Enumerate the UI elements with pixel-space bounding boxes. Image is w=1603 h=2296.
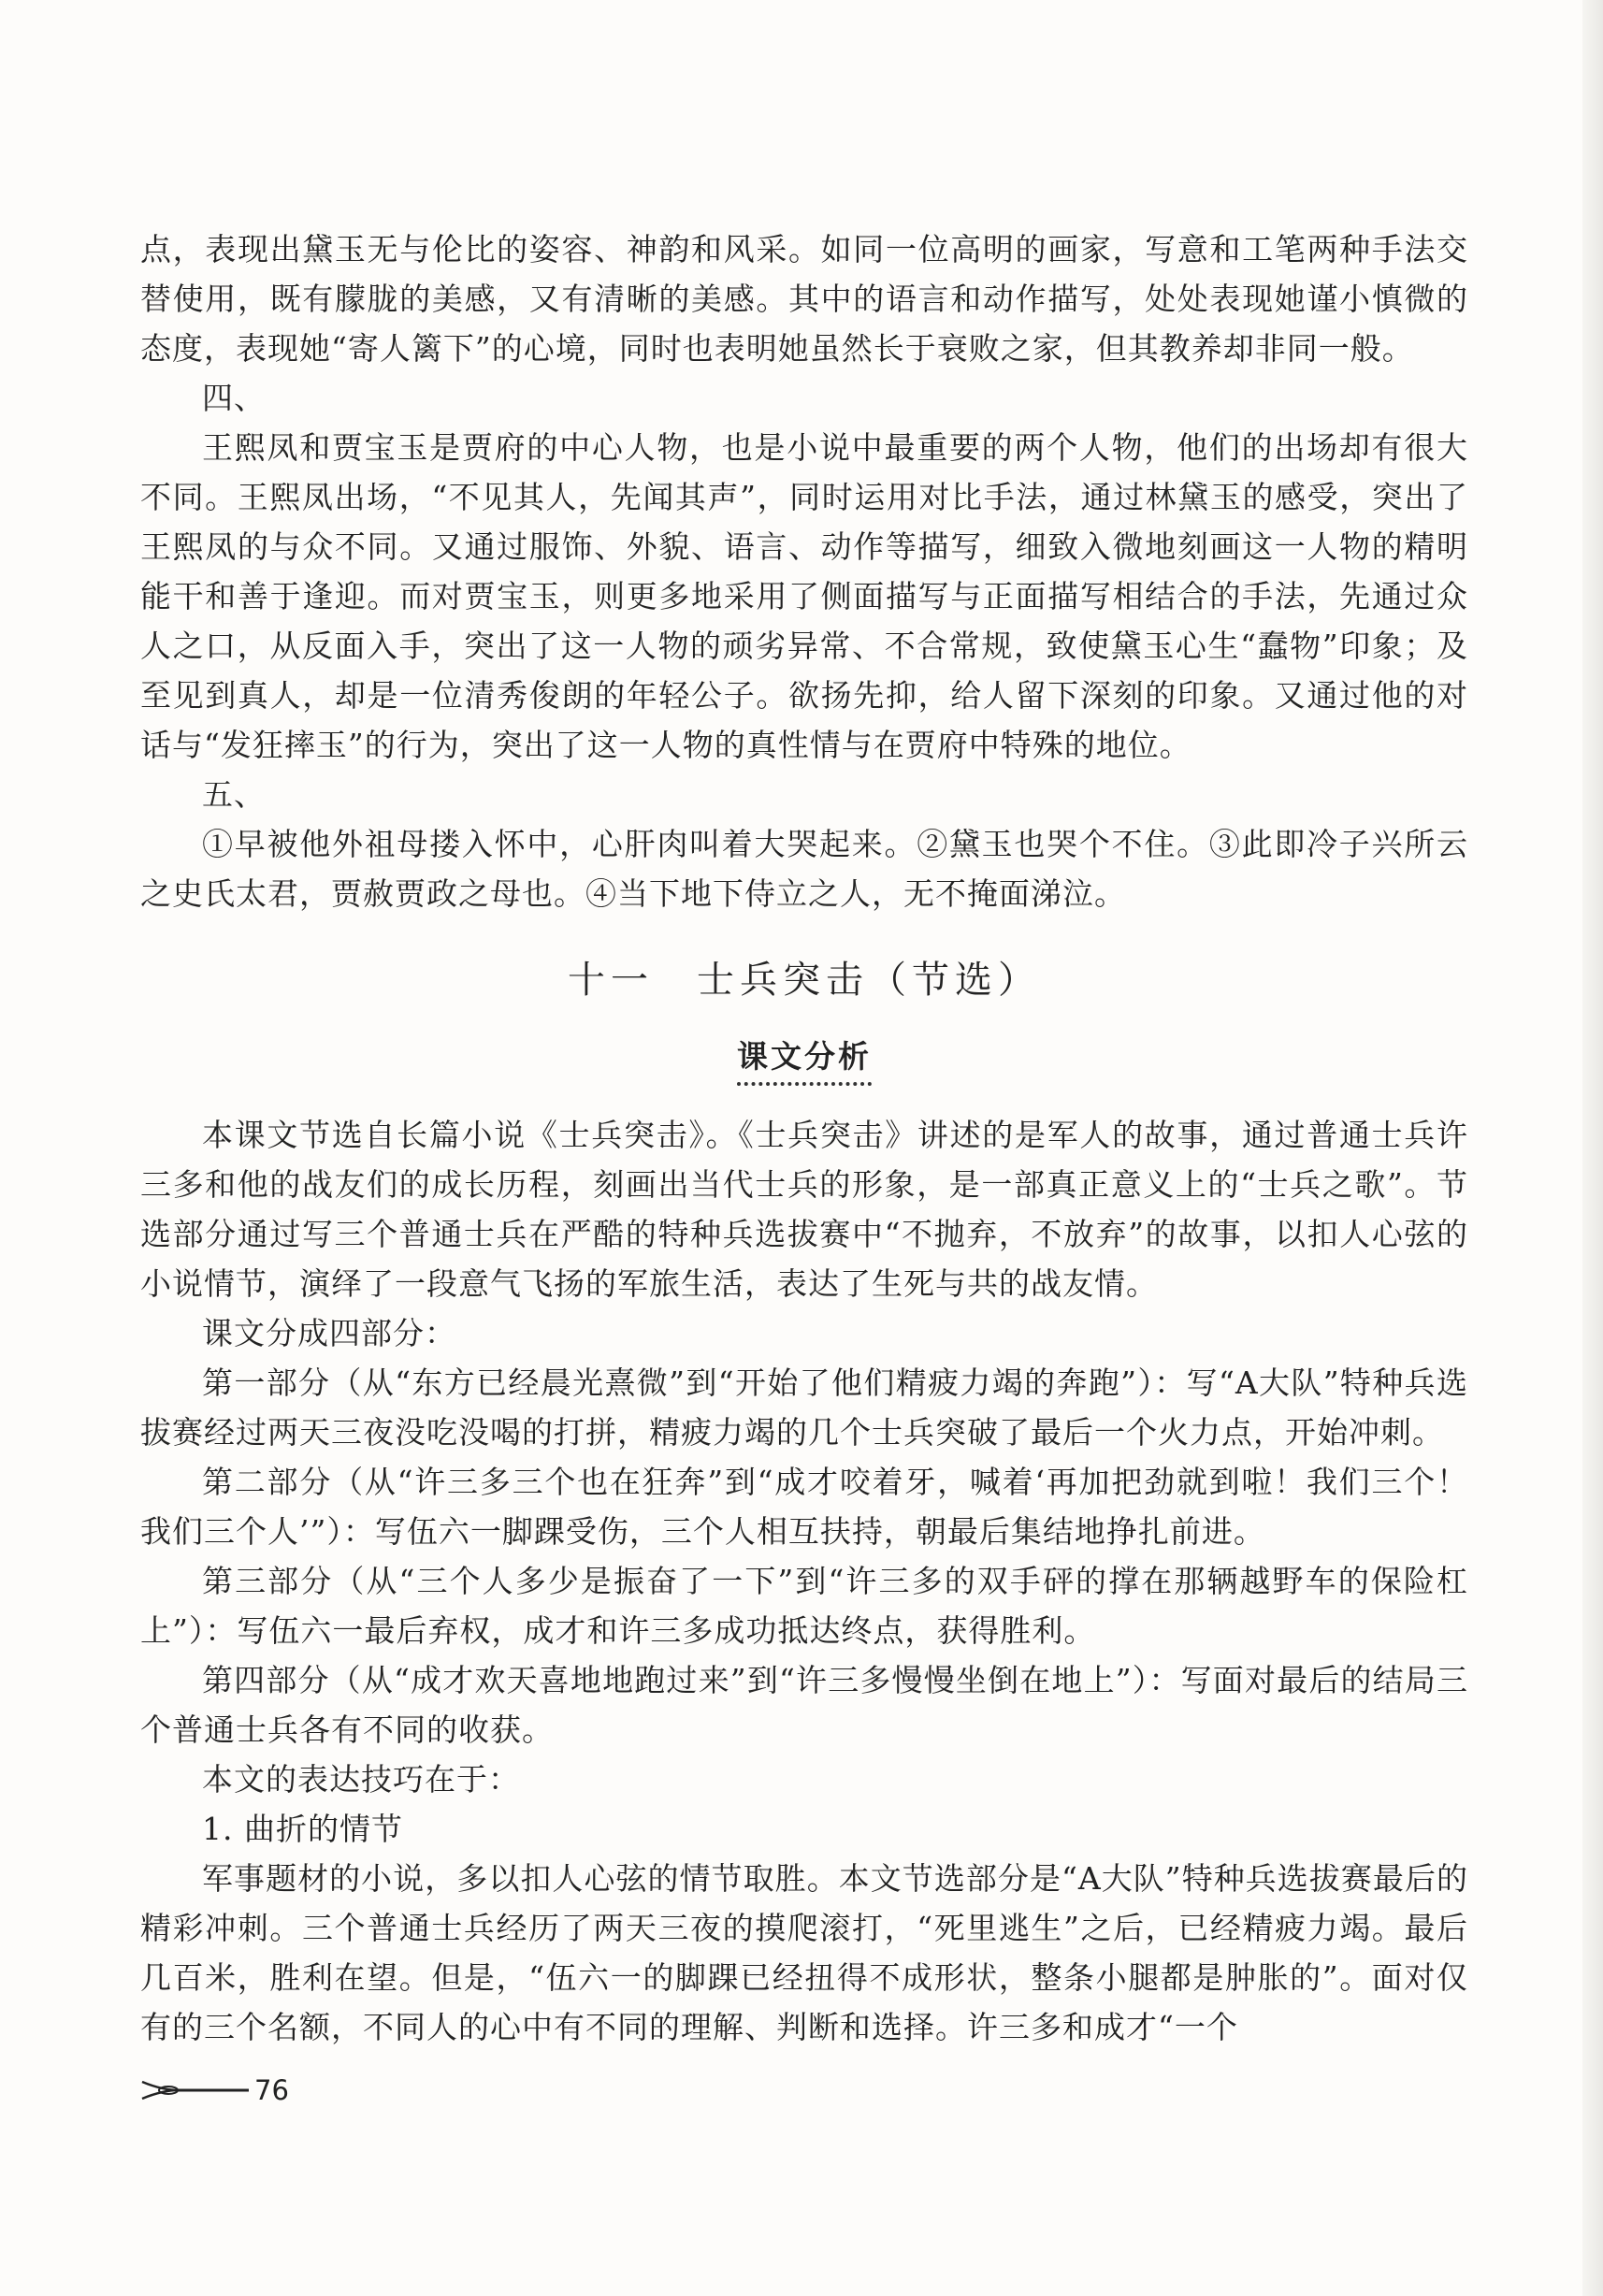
lesson-subheading: 课文分析: [737, 1032, 872, 1086]
techniques-intro: 本文的表达技巧在于：: [202, 1761, 520, 1798]
page-ornament-icon: [140, 2076, 251, 2104]
section-5-text: ①早被他外祖母搂入怀中，心肝肉叫着大哭起来。②黛玉也哭个不住。③此即冷子兴所云之史氏太君，贾赦贾政之母也。④当下地下侍立之人，无不掩面涕泣。: [140, 826, 1468, 912]
part-1: 第一部分（从“东方已经晨光熹微”到“开始了他们精疲力竭的奔跑”）：写“A大队”特种兵选拔赛经过两天三夜没吃没喝的打拼，精疲力竭的几个士兵突破了最后一个火力点，开始冲刺。: [140, 1365, 1468, 1451]
part-2: 第二部分（从“许三多三个也在狂奔”到“成才咬着牙，喊着‘再加把劲就到啦！我们三个！我们三个人’”）：写伍六一脚踝受伤，三个人相互扶持，朝最后集结地挣扎前进。: [140, 1464, 1468, 1550]
lesson-intro: 本课文节选自长篇小说《士兵突击》。《士兵突击》讲述的是军人的故事，通过普通士兵许三多和他的战友们的成长历程，刻画出当代士兵的形象，是一部真正意义上的“士兵之歌”。节选部分通过写三个普通士兵在严酷的特种兵选拔赛中“不抛弃，不放弃”的故事，以扣人心弦的小说情节，演绎了一段意气飞扬的军旅生活，表达了生死与共的战友情。: [140, 1117, 1468, 1302]
section-continuation: 点，表现出黛玉无与伦比的姿容、神韵和风采。如同一位高明的画家，写意和工笔两种手法交替使用，既有朦胧的美感，又有清晰的美感。其中的语言和动作描写，处处表现她谨小慎微的态度，表现她“寄人篱下”的心境，同时也表明她虽然长于衰败之家，但其教养却非同一般。: [140, 231, 1468, 367]
section-4-heading: 四、: [202, 380, 266, 416]
technique-1-text: 军事题材的小说，多以扣人心弦的情节取胜。本文节选部分是“A大队”特种兵选拔赛最后的精彩冲刺。三个普通士兵经历了两天三夜的摸爬滚打，“死里逃生”之后，已经精疲力竭。最后几百米，胜利在望。但是，“伍六一的脚踝已经扭得不成形状，整条小腿都是肿胀的”。面对仅有的三个名额，不同人的心中有不同的理解、判断和选择。许三多和成才“一个: [140, 1860, 1468, 2045]
subheading-wrapper: [140, 1032, 1468, 1086]
page-footer: [140, 2074, 289, 2106]
section-5-heading: 五、: [202, 776, 266, 813]
page-content: [140, 224, 1468, 2052]
section-4-text: 王熙凤和贾宝玉是贾府的中心人物，也是小说中最重要的两个人物，他们的出场却有很大不同。王熙凤出场，“不见其人，先闻其声”，同时运用对比手法，通过林黛玉的感受，突出了王熙凤的与众不同。又通过服饰、外貌、语言、动作等描写，细致入微地刻画这一人物的精明能干和善于逢迎。而对贾宝玉，则更多地采用了侧面描写与正面描写相结合的手法，先通过众人之口，从反面入手，突出了这一人物的顽劣异常、不合常规，致使黛玉心生“蠢物”印象；及至见到真人，却是一位清秀俊朗的年轻公子。欲扬先抑，给人留下深刻的印象。又通过他的对话与“发狂摔玉”的行为，突出了这一人物的真性情与在贾府中特殊的地位。: [140, 429, 1468, 763]
part-4: 第四部分（从“成才欢天喜地地跑过来”到“许三多慢慢坐倒在地上”）：写面对最后的结局三个普通士兵各有不同的收获。: [140, 1662, 1468, 1748]
parts-intro: 课文分成四部分：: [202, 1315, 456, 1351]
technique-1-heading: 1. 曲折的情节: [202, 1811, 403, 1847]
lesson-title: 十一 士兵突击（节选）: [568, 959, 1041, 1002]
page-number: 76: [254, 2074, 289, 2106]
page-edge: [1582, 0, 1603, 2296]
part-3: 第三部分（从“三个人多少是振奋了一下”到“许三多的双手砰的撑在那辆越野车的保险杠上”）：写伍六一最后弃权，成才和许三多成功抵达终点，获得胜利。: [140, 1563, 1468, 1649]
